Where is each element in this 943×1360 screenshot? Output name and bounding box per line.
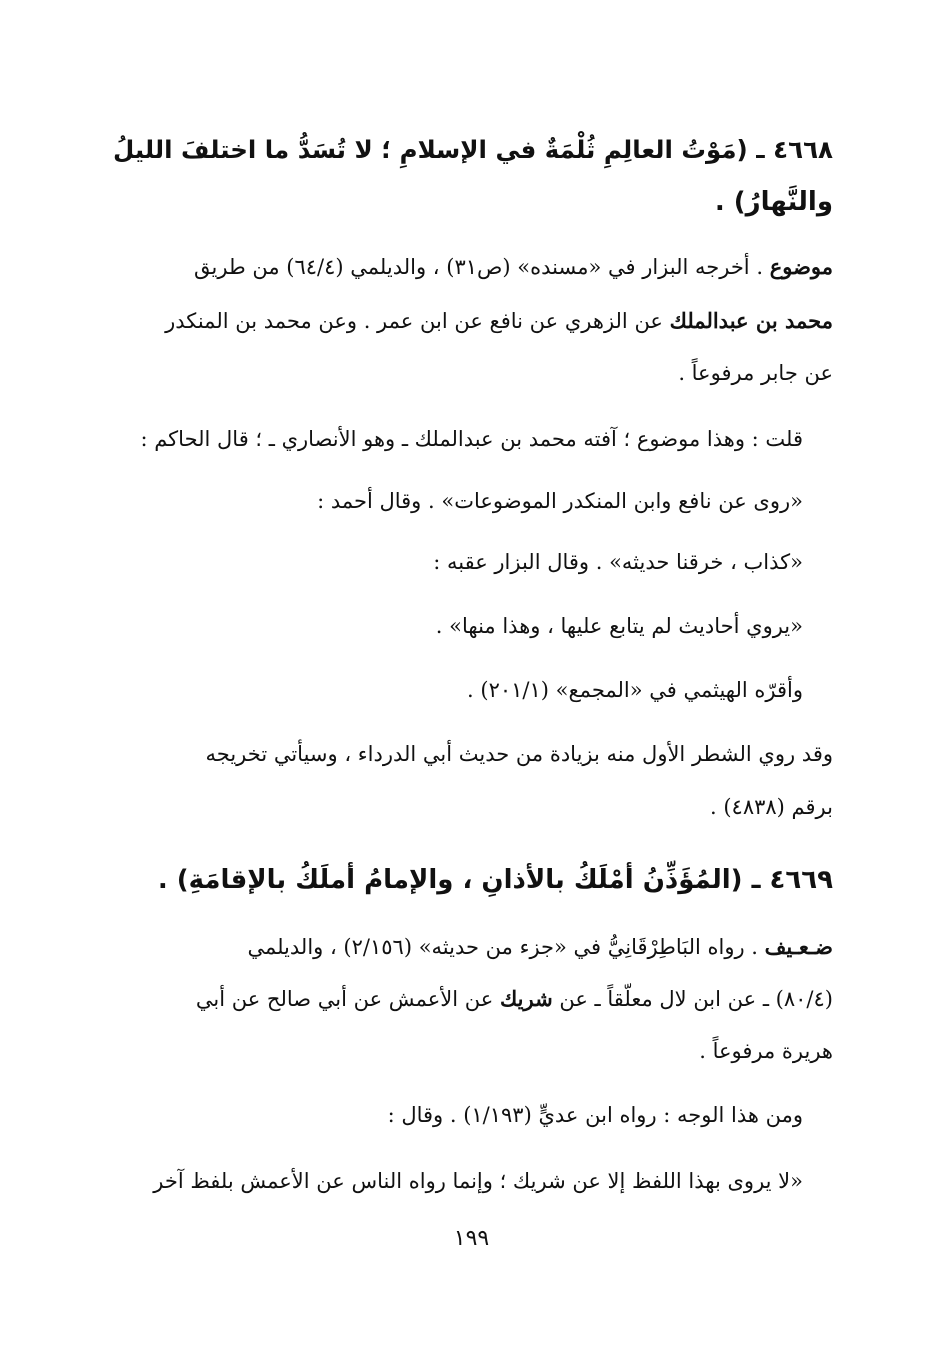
hadith-4668-comment-line-3: «كذاب ، خرقنا حديثه» . وقال البزار عقبه : [433, 550, 803, 574]
hadith-4668-heading-line-1: ٤٦٦٨ ـ (مَوْتُ العالِمِ ثُلْمَةٌ في الإسلامِ ؛ لا تُسَدُّ ما اختلفَ الليلُ [113, 135, 833, 164]
hadith-4668-takhrij-line-1 [194, 250, 833, 284]
hadith-4668-comment-line-5: وأقرّه الهيثمي في «المجمع» (٢٠١/١) . [467, 678, 803, 702]
hadith-4669-comment-line-1: ومن هذا الوجه : رواه ابن عديٍّ (١/١٩٣) . وقال : [387, 1103, 803, 1127]
hadith-4668-comment-line-6: وقد روي الشطر الأول منه بزيادة من حديث أبي الدرداء ، وسيأتي تخريجه [205, 742, 833, 766]
hadith-4668-takhrij-text: . أخرجه البزار في «مسنده» (ص٣١) ، والديلمي (٦٤/٤) من طريق [194, 255, 763, 279]
hadith-4668-heading-line-2: والنَّهارُ) . [714, 187, 833, 217]
hadith-4668-comment-line-4: «يروي أحاديث لم يتابع عليها ، وهذا منها» . [435, 614, 803, 638]
hadith-4669-takhrij-text-2b: عن الأعمش عن أبي صالح عن أبي [195, 987, 494, 1011]
hadith-4669-takhrij-line-3: هريرة مرفوعاً . [699, 1039, 833, 1063]
hadith-4668-takhrij-line-3: عن جابر مرفوعاً . [678, 361, 833, 385]
hadith-4668-comment-line-1: قلت : وهذا موضوع ؛ آفته محمد بن عبدالملك ـ وهو الأنصاري ـ ؛ قال الحاكم : [140, 427, 803, 451]
hadith-4669-takhrij-text: . رواه البَاطِرْقَانِيُّ في «جزء من حديثه» (٢/١٥٦) ، والديلمي [247, 935, 758, 959]
hadith-4669-grading: ضـعـيف [764, 934, 833, 959]
narrator-sharik: شريك [499, 986, 553, 1011]
hadith-4669-heading: ٤٦٦٩ ـ (المُؤَذِّنُ أمْلَكُ بالأذانِ ، والإمامُ أملَكُ بالإقامَةِ) . [157, 865, 833, 895]
hadith-4669-takhrij-line-2 [196, 982, 833, 1016]
hadith-4668-comment-line-2: «روى عن نافع وابن المنكدر الموضوعات» . وقال أحمد : [317, 489, 803, 513]
page-number: ١٩٩ [453, 1226, 490, 1251]
hadith-4668-grading: موضوع [769, 254, 833, 279]
hadith-4669-comment-line-2: «لا يروى بهذا اللفظ إلا عن شريك ؛ وإنما رواه الناس عن الأعمش بلفظ آخر [153, 1169, 803, 1193]
hadith-4669-takhrij-text-2a: (٨٠/٤) ـ عن ابن لال معلّقاً ـ عن [559, 987, 833, 1011]
narrator-muhammad-bin-abdulmalik: محمد بن عبدالملك [669, 308, 833, 333]
hadith-4669-takhrij-line-1 [247, 930, 833, 964]
hadith-4668-takhrij-text-2: عن الزهري عن نافع عن ابن عمر . وعن محمد بن المنكدر [165, 309, 663, 333]
hadith-4668-takhrij-line-2 [165, 304, 833, 338]
hadith-4668-comment-line-7: برقم (٤٨٣٨) . [710, 795, 833, 819]
